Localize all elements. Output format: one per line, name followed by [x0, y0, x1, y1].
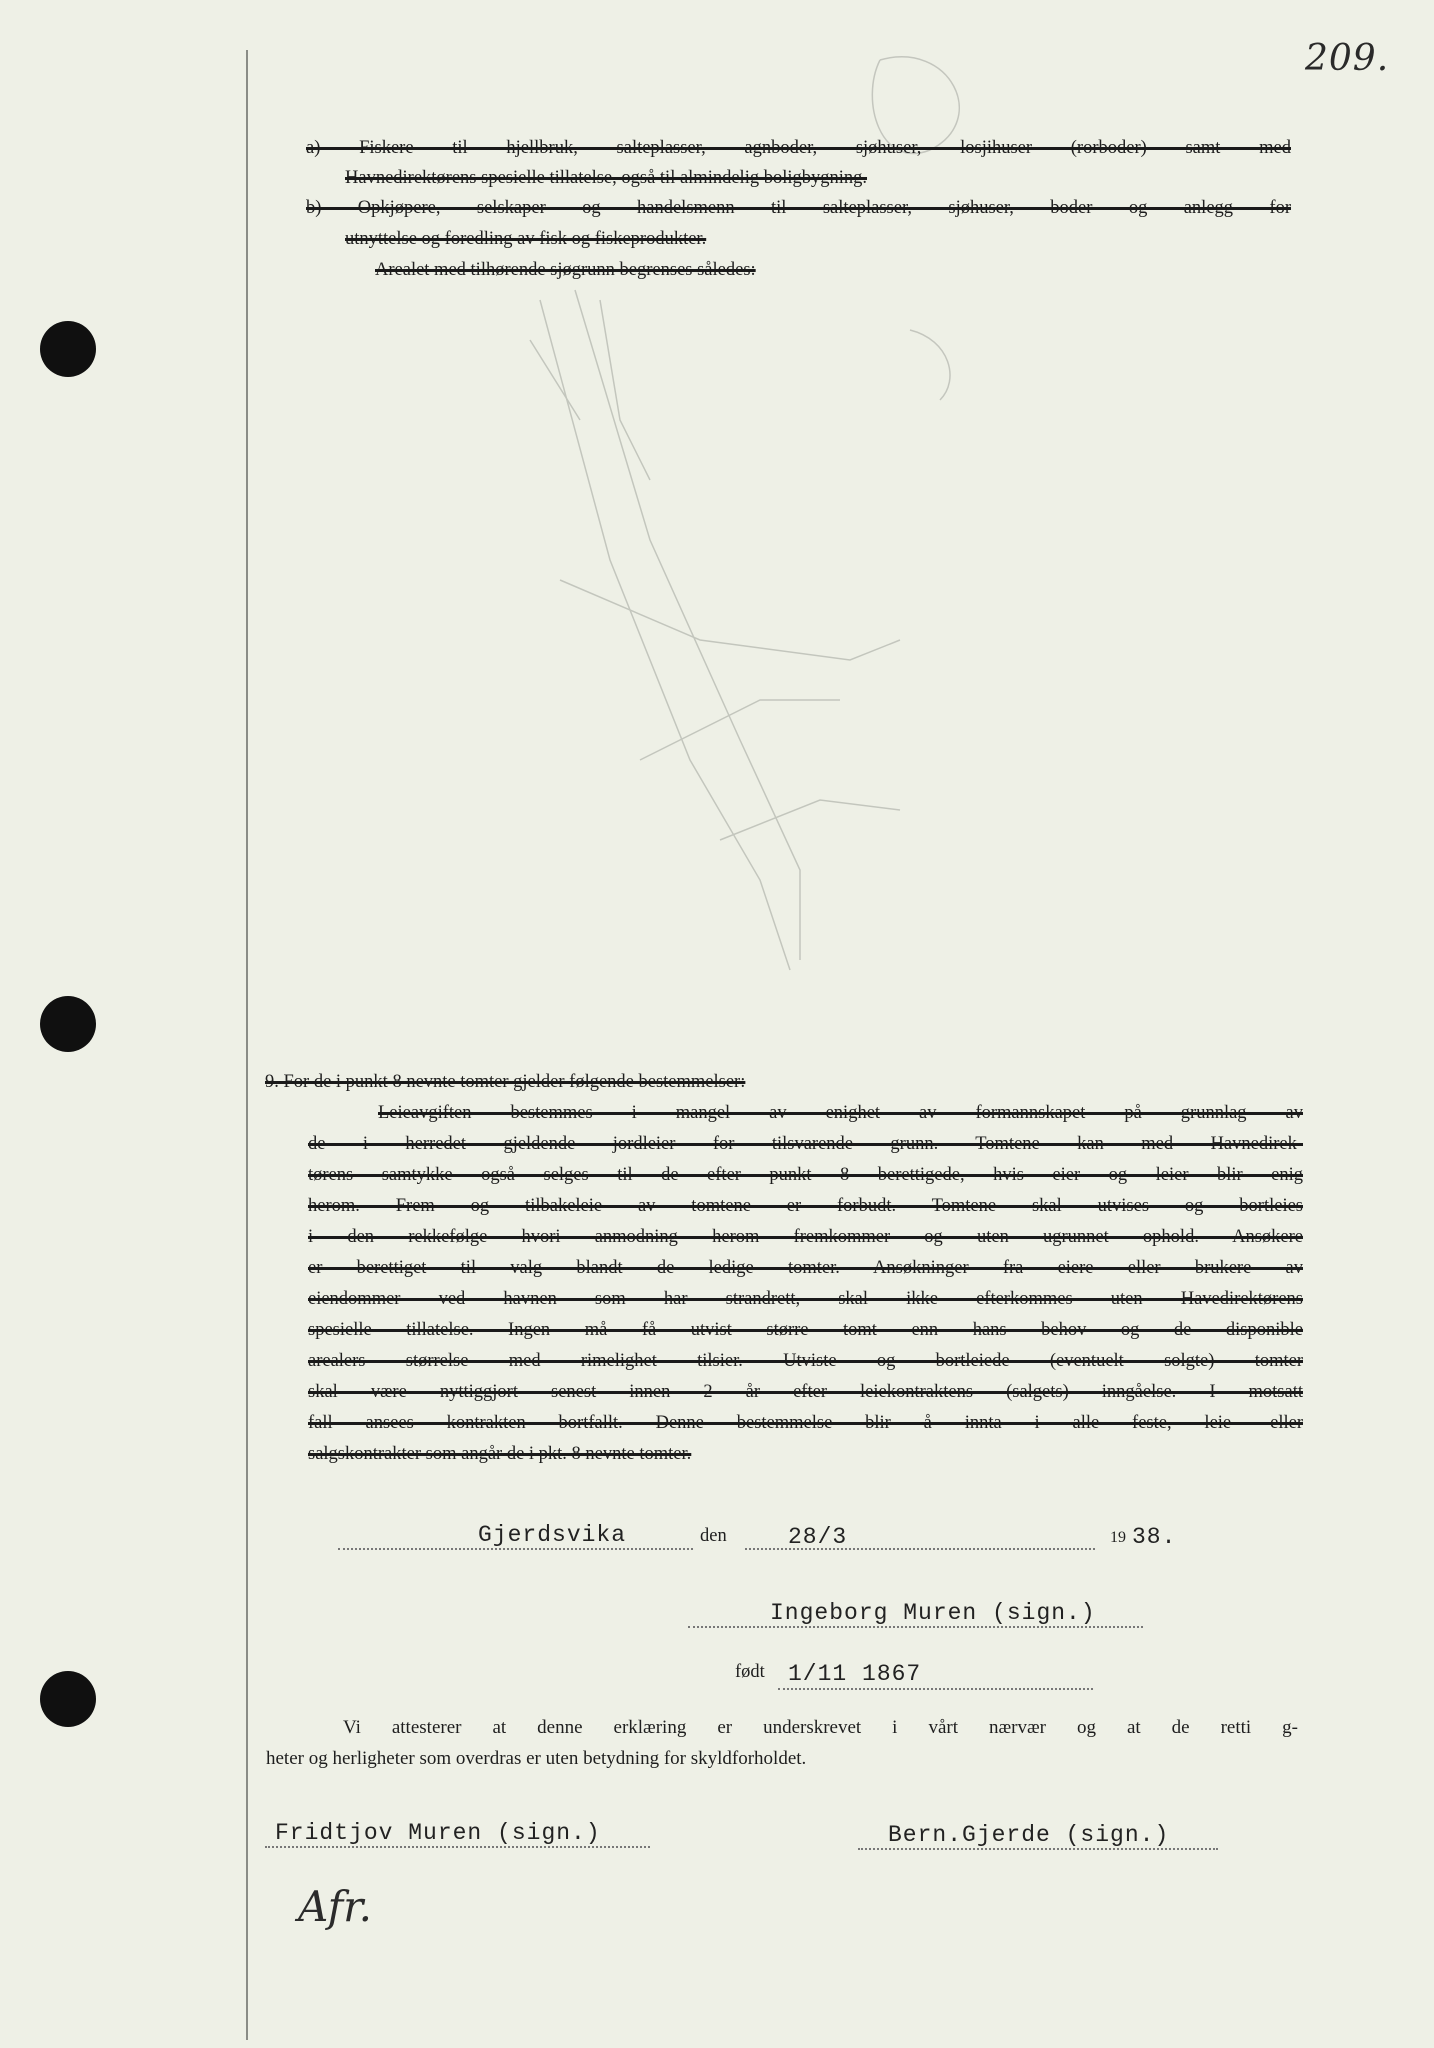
- born-dotted-line: [778, 1688, 1093, 1690]
- witness-right: Bern.Gjerde (sign.): [888, 1822, 1170, 1848]
- place-name: Gjerdsvika: [478, 1522, 627, 1548]
- witness-left-dotted-line: [265, 1846, 650, 1848]
- witness-left: Fridtjov Muren (sign.): [275, 1820, 601, 1846]
- signer-dotted-line: [688, 1626, 1143, 1628]
- handwritten-initials: Afr.: [298, 1882, 372, 1931]
- section-9-line-9: arealers størrelse med rimelighet tilsier. Utviste og bortleiede (eventuelt solgte) tomter: [308, 1351, 1303, 1371]
- section-9-line-3: tørens samtykke også selges til de efter punkt 8 berettigede, hvis eier og leier blir enig: [308, 1165, 1303, 1185]
- page-number: 209.: [1305, 38, 1390, 79]
- section-9-line-4: herom. Frem og tilbakeleie av tomtene er forbudt. Tomtene skal utvises og bortleies: [308, 1196, 1303, 1216]
- attestation-line-1: Vi attesterer at denne erklæring er underskrevet i vårt nærvær og at de retti g-: [343, 1717, 1298, 1738]
- attestation-line-2: heter og herligheter som overdras er uten betydning for skyldforholdet.: [266, 1748, 807, 1769]
- year-suffix: 38.: [1132, 1524, 1177, 1550]
- area-line: Arealet med tilhørende sjøgrunn begrenses således:: [375, 260, 756, 280]
- signer-name: Ingeborg Muren (sign.): [770, 1600, 1096, 1626]
- section-9-line-2: de i herredet gjeldende jordleier for tilsvarende grunn. Tomtene kan med Havnedirek-: [308, 1134, 1303, 1154]
- section-9-line-7: eiendommer ved havnen som har strandrett, skal ikke efterkommes uten Havedirektørens: [308, 1289, 1303, 1309]
- born-label: født: [735, 1662, 765, 1682]
- section-9-line-6: er berettiget til valg blandt de ledige tomter. Ansøkninger fra eiere eller brukere av: [308, 1258, 1303, 1278]
- section-9-heading: 9. For de i punkt 8 nevnte tomter gjelder følgende bestemmelser:: [265, 1072, 746, 1092]
- born-date: 1/11 1867: [788, 1661, 922, 1687]
- year-prefix: 19: [1110, 1529, 1126, 1546]
- para-b-line-1: b) Opkjøpere, selskaper og handelsmenn til salteplasser, sjøhuser, boder og anlegg for: [306, 198, 1291, 218]
- para-a-line-1: a) Fiskere til hjellbruk, salteplasser, agnboder, sjøhuser, losjihuser (rorboder) samt med: [306, 138, 1291, 158]
- witness-right-dotted-line: [858, 1848, 1218, 1850]
- section-9-line-10: skal være nyttiggjort senest innen 2 år efter leiekontraktens (salgets) inngåelse. I motsatt: [308, 1382, 1303, 1402]
- para-a-line-2: Havnedirektørens spesielle tillatelse, også til almindelig boligbygning.: [345, 168, 868, 188]
- section-9-line-11: fall ansees kontrakten bortfallt. Denne bestemmelse blir å innta i alle feste, leie- eller: [308, 1413, 1303, 1433]
- den-label: den: [700, 1526, 727, 1546]
- section-9-line-5: i den rekkefølge hvori anmodning herom fremkommer og uten ugrunnet ophold. Ansøkere: [308, 1227, 1303, 1247]
- place-dotted-line: [338, 1548, 693, 1550]
- section-9-line-1: Leieavgiften bestemmes i mangel av enighet av formannskapet på grunnlag av: [378, 1103, 1303, 1123]
- section-9-line-12: salgskontrakter som angår de i pkt. 8 nevnte tomter.: [308, 1444, 692, 1464]
- section-9-line-8: spesielle tillatelse. Ingen må få utvist større tomt enn hans behov og de disponible: [308, 1320, 1303, 1340]
- para-b-line-2: utnyttelse og foredling av fisk og fiskeprodukter.: [345, 229, 707, 249]
- date-value: 28/3: [788, 1524, 848, 1550]
